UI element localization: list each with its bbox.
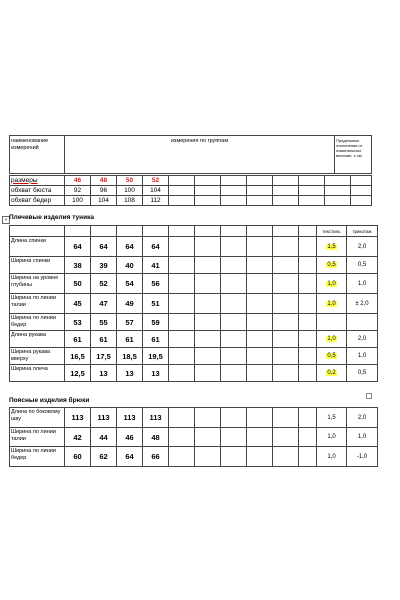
header-group-label: измерения по группам — [65, 136, 335, 174]
cell-value: 46 — [117, 428, 143, 447]
cell-value: 113 — [91, 408, 117, 428]
size-table — [9, 175, 372, 206]
cell-value: 41 — [143, 257, 169, 274]
row-label: Длина рукава — [10, 331, 65, 348]
row-label: Ширина по линии бедер — [10, 447, 65, 467]
base-row-hips — [10, 196, 372, 206]
cell-value: 57 — [117, 314, 143, 331]
cell-value: 113 — [65, 408, 91, 428]
cell-value: 64 — [117, 447, 143, 467]
cell-value: 104 — [91, 196, 117, 206]
cell-value: 45 — [65, 294, 91, 314]
knit-tolerance: 2,0 — [347, 408, 378, 428]
textile-tolerance: 1,0 — [327, 453, 336, 460]
base-row-bust — [10, 186, 372, 196]
textile-tolerance: 0,5 — [327, 262, 336, 268]
col-knit-label: трикотаж — [347, 226, 378, 237]
textile-tolerance: 1,0 — [327, 300, 336, 307]
cell-value: 61 — [117, 331, 143, 348]
measurement-row — [10, 314, 378, 331]
cell-value: 60 — [65, 447, 91, 467]
row-label: обхват бедер — [10, 196, 65, 206]
size-value: 52 — [143, 176, 169, 186]
size-value: 50 — [117, 176, 143, 186]
knit-tolerance — [347, 314, 378, 331]
cell-value: 64 — [91, 237, 117, 257]
cell-value: 108 — [117, 196, 143, 206]
cell-value: 38 — [65, 257, 91, 274]
cell-value: 61 — [65, 331, 91, 348]
row-label: Ширина по линии бедер — [10, 314, 65, 331]
textile-tolerance: 1,5 — [327, 414, 336, 421]
textile-tolerance: 0,5 — [327, 353, 336, 359]
cell-value: 104 — [143, 186, 169, 196]
header-table — [9, 135, 372, 174]
cell-value: 92 — [65, 186, 91, 196]
row-label: Ширина рукава вверху — [10, 348, 65, 365]
cell-value: 56 — [143, 274, 169, 294]
cell-value: 61 — [91, 331, 117, 348]
row-label: Ширина по линии талии — [10, 428, 65, 447]
cell-value: 53 — [65, 314, 91, 331]
row-label: Длина спинки — [10, 237, 65, 257]
row-label: Ширина плеча — [10, 365, 65, 382]
cell-value: 113 — [117, 408, 143, 428]
knit-tolerance: 1,0 — [347, 348, 378, 365]
cell-value: 64 — [117, 237, 143, 257]
tunic-col-header-row — [10, 226, 378, 237]
measurement-row — [10, 408, 378, 428]
measurement-row — [10, 274, 378, 294]
row-label: Ширина по линии талии — [10, 294, 65, 314]
cell-value: 51 — [143, 294, 169, 314]
cell-value: 62 — [91, 447, 117, 467]
size-value: 48 — [91, 176, 117, 186]
textile-tolerance: 1,0 — [327, 336, 336, 342]
knit-tolerance: 1,0 — [347, 428, 378, 447]
header-note: Предельные отклонения от номинальных величин, ± см. — [335, 136, 372, 174]
measurement-row — [10, 428, 378, 447]
cell-value: 49 — [117, 294, 143, 314]
row-label: обхват бюста — [10, 186, 65, 196]
cell-value: 13 — [117, 365, 143, 382]
table-resize-handle-icon[interactable] — [366, 393, 372, 399]
measurement-row — [10, 257, 378, 274]
cell-value: 18,5 — [117, 348, 143, 365]
pants-title: Поясные изделия брюки — [9, 397, 90, 404]
cell-value: 64 — [65, 237, 91, 257]
cell-value: 48 — [143, 428, 169, 447]
cell-value: 16,5 — [65, 348, 91, 365]
cell-value: 112 — [143, 196, 169, 206]
textile-tolerance: 1,5 — [327, 243, 336, 250]
cell-value: 55 — [91, 314, 117, 331]
cell-value: 50 — [65, 274, 91, 294]
textile-tolerance: 1,0 — [327, 434, 336, 440]
measurement-row — [10, 447, 378, 467]
cell-value: 13 — [143, 365, 169, 382]
cell-value: 42 — [65, 428, 91, 447]
sizes-label: размеры — [11, 176, 38, 184]
cell-value: 113 — [143, 408, 169, 428]
knit-tolerance: 0,5 — [347, 257, 378, 274]
knit-tolerance: 0,5 — [347, 365, 378, 382]
cell-value: 17,5 — [91, 348, 117, 365]
measurement-row — [10, 348, 378, 365]
cell-value: 59 — [143, 314, 169, 331]
cell-value: 19,5 — [143, 348, 169, 365]
cell-value: 61 — [143, 331, 169, 348]
cell-value: 54 — [117, 274, 143, 294]
cell-value: 96 — [91, 186, 117, 196]
tunic-title: Плечевые изделия туника — [9, 214, 94, 221]
row-label: Ширина на уровне глубины — [10, 274, 65, 294]
cell-value: 100 — [65, 196, 91, 206]
measurement-row — [10, 365, 378, 382]
cell-value: 100 — [117, 186, 143, 196]
textile-tolerance: 1,0 — [327, 280, 336, 287]
knit-tolerance: ± 2,0 — [347, 294, 378, 314]
header-name-label: наименование измерений — [10, 136, 65, 174]
sizes-row — [10, 176, 372, 186]
cell-value: 40 — [117, 257, 143, 274]
cell-value: 44 — [91, 428, 117, 447]
knit-tolerance: 2,0 — [347, 237, 378, 257]
cell-value: 39 — [91, 257, 117, 274]
row-label: Длина по боковому шву — [10, 408, 65, 428]
measurement-row — [10, 237, 378, 257]
pants-table — [9, 407, 378, 467]
col-textile-label: текстиль — [317, 226, 347, 237]
tunic-table — [9, 225, 378, 382]
cell-value: 12,5 — [65, 365, 91, 382]
cell-value: 52 — [91, 274, 117, 294]
knit-tolerance: 2,0 — [347, 331, 378, 348]
knit-tolerance: -1,0 — [347, 447, 378, 467]
textile-tolerance: 0,2 — [327, 370, 336, 376]
size-value: 46 — [65, 176, 91, 186]
measurement-row — [10, 294, 378, 314]
measurement-row — [10, 331, 378, 348]
cell-value: 64 — [143, 237, 169, 257]
row-label: Ширина спинки — [10, 257, 65, 274]
cell-value: 13 — [91, 365, 117, 382]
table-move-plus-icon[interactable]: + — [2, 216, 10, 224]
cell-value: 47 — [91, 294, 117, 314]
cell-value: 66 — [143, 447, 169, 467]
knit-tolerance: 1,0 — [347, 274, 378, 294]
